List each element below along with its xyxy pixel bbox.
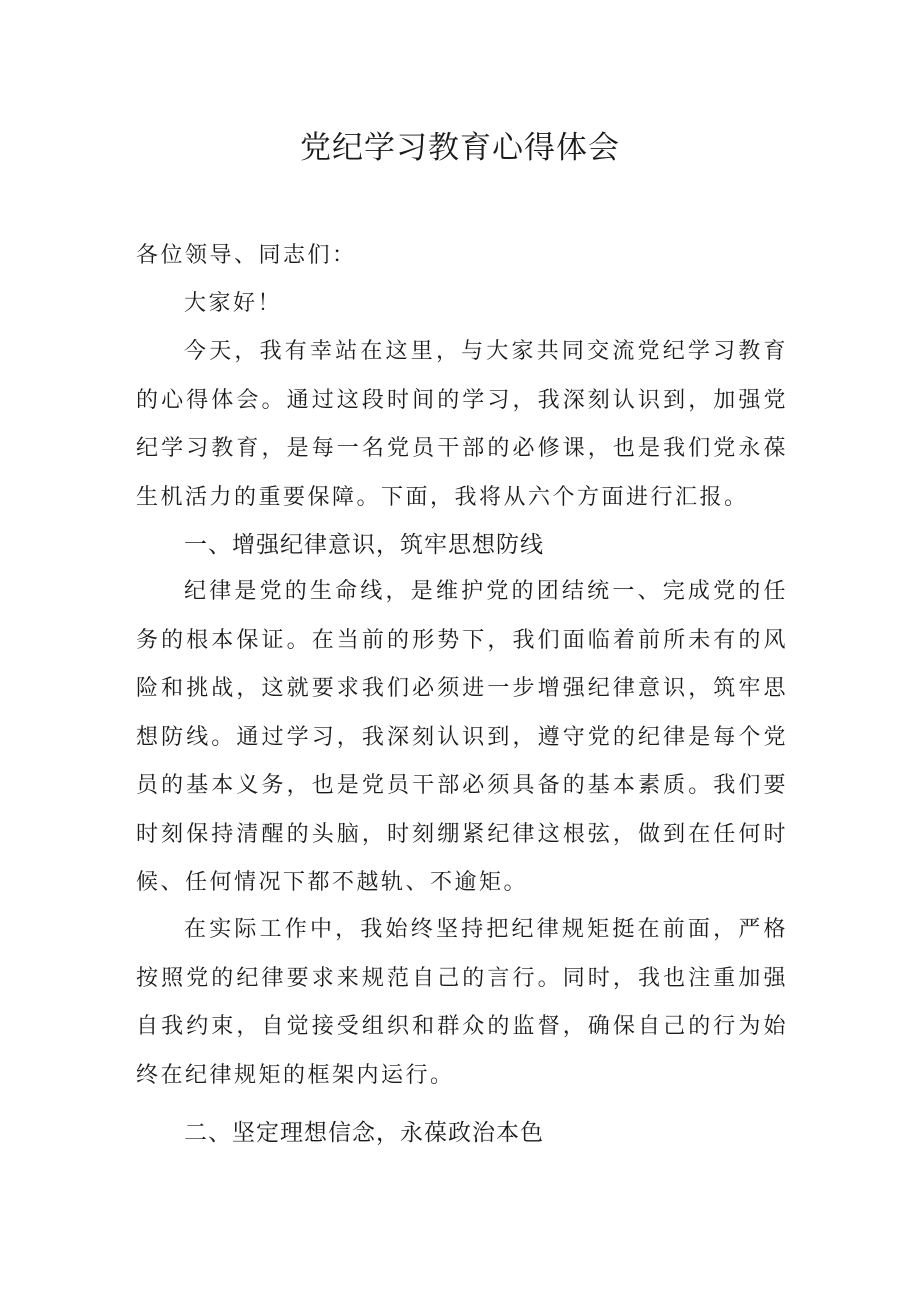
- salutation: 各位领导、同志们：: [136, 243, 357, 268]
- greeting: 大家好！: [184, 291, 283, 316]
- intro-paragraph: 今天，我有幸站在这里，与大家共同交流党纪学习教育的心得体会。通过这段时间的学习，我深刻认识到，加强党纪学习教育，是每一名党员干部的必修课，也是我们党永葆生机活力的重要保障。下面，我将从六个方面进行汇报。: [136, 339, 788, 510]
- section-1-paragraph-2: 在实际工作中，我始终坚持把纪律规矩挺在前面，严格按照党的纪律要求来规范自己的言行。同时，我也注重加强自我约束，自觉接受组织和群众的监督，确保自己的行为始终在纪律规矩的框架内运行。: [136, 917, 788, 1088]
- section-heading-2: 二、坚定理想信念，永葆政治本色: [184, 1120, 544, 1146]
- page-title: 党纪学习教育心得体会: [300, 130, 620, 166]
- section-heading-1: 一、增强纪律意识，筑牢思想防线: [184, 532, 544, 558]
- section-1-paragraph-1: 纪律是党的生命线，是维护党的团结统一、完成党的任务的根本保证。在当前的形势下，我们面临着前所未有的风险和挑战，这就要求我们必须进一步增强纪律意识，筑牢思想防线。通过学习，我深刻认识到，遵守党的纪律是每个党员的基本义务，也是党员干部必须具备的基本素质。我们要时刻保持清醒的头脑，时刻绷紧纪律这根弦，做到在任何时候、任何情况下都不越轨、不逾矩。: [136, 579, 788, 895]
